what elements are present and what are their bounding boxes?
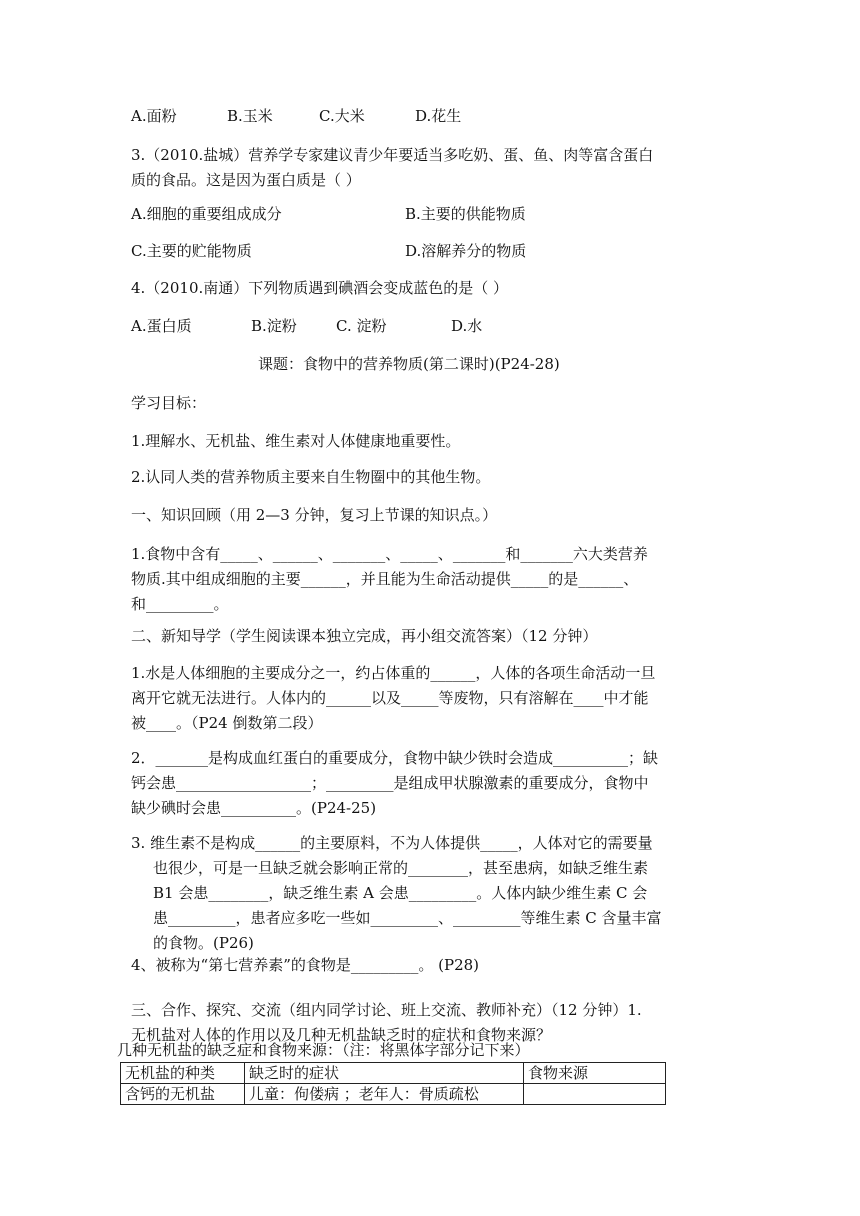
objectives-heading: 学习目标： xyxy=(131,394,207,412)
q2-option-d: D.花生 xyxy=(415,107,462,125)
q2-option-a: A.面粉 xyxy=(131,107,177,125)
table-header-symptoms: 缺乏时的症状 xyxy=(245,1063,524,1084)
q3-option-c: C.主要的贮能物质 xyxy=(131,242,252,260)
table-row xyxy=(121,1084,666,1105)
table-cell-symptoms: 儿童：佝偻病 ；老年人：骨质疏松 xyxy=(245,1084,524,1105)
section2-p3-line-2: 也很少，可是一旦缺乏就会影响正常的________，甚至患病，如缺乏维生素 xyxy=(153,859,649,877)
q3-line-2: 质的食品。这是因为蛋白质是（ ） xyxy=(131,171,361,189)
q3-option-b: B.主要的供能物质 xyxy=(405,205,526,223)
section2-p1-line-3: 被____。（P24 倒数第二段） xyxy=(131,714,323,732)
objective-2: 2.认同人类的营养物质主要来自生物圈中的其他生物。 xyxy=(131,468,491,486)
q3-line-1: 3.（2010.盐城）营养学专家建议青少年要适当多吃奶、蛋、鱼、肉等富含蛋白 xyxy=(131,146,654,164)
section2-p3-line-4: 患_________，患者应多吃一些如_________、_________等维生素 C 含量丰富 xyxy=(153,909,662,927)
q2-option-b: B.玉米 xyxy=(227,107,273,125)
q3-option-d: D.溶解养分的物质 xyxy=(405,242,527,260)
section2-heading: 二、新知导学（学生阅读课本独立完成，再小组交流答案）（12 分钟） xyxy=(131,627,598,645)
q4-options xyxy=(131,316,482,336)
objective-1: 1.理解水、无机盐、维生素对人体健康地重要性。 xyxy=(131,432,461,450)
table-header-sources: 食物来源 xyxy=(524,1063,666,1084)
section2-p3-line-1: 3. 维生素不是构成______的主要原料，不为人体提供_____，人体对它的需要量 xyxy=(131,834,653,852)
section3-line-2: 无机盐对人体的作用以及几种无机盐缺乏时的症状和食物来源？ xyxy=(131,1026,552,1044)
table-header-row xyxy=(121,1063,666,1084)
section2-p1-line-1: 1.水是人体细胞的主要成分之一，约占体重的______，人体的各项生命活动一旦 xyxy=(131,664,656,682)
q4-option-d: D.水 xyxy=(451,317,483,335)
section2-p2-line-1: 2．_______是构成血红蛋白的重要成分，食物中缺少铁时会造成__________；缺 xyxy=(131,749,659,767)
section2-p2-line-2: 钙会患__________________；_________是组成甲状腺激素的重要成分，食物中 xyxy=(131,774,649,792)
section1-line-1: 1.食物中含有_____、______、_______、_____、_______和_______六大类营养 xyxy=(131,545,648,563)
q2-option-c: C.大米 xyxy=(319,107,365,125)
mineral-table xyxy=(120,1062,666,1105)
section2-p3-line-3: B1 会患________，缺乏维生素 A 会患_________。人体内缺少维生素 C 会 xyxy=(153,884,648,902)
table-cell-sources xyxy=(524,1084,666,1105)
section2-p4-line-1: 4、被称为“第七营养素”的食物是_________。 (P28) xyxy=(131,956,480,974)
section2-p1-line-2: 离开它就无法进行。人体内的______以及_____等废物，只有溶解在____中才能 xyxy=(131,689,649,707)
section1-heading: 一、知识回顾（用 2—3 分钟，复习上节课的知识点。） xyxy=(131,506,498,524)
table-header-type: 无机盐的种类 xyxy=(121,1063,245,1084)
q4-option-b: B.淀粉 xyxy=(251,317,297,335)
q2-options xyxy=(131,106,461,126)
section3-line-1: 三、合作、探究、交流（组内同学讨论、班上交流、教师补充）（12 分钟）1. xyxy=(131,1001,642,1019)
q4-option-a: A.蛋白质 xyxy=(131,317,192,335)
section2-p2-line-3: 缺少碘时会患__________。(P24-25) xyxy=(131,799,377,817)
q4-option-c: C. 淀粉 xyxy=(336,317,387,335)
table-cell-type: 含钙的无机盐 xyxy=(121,1084,245,1105)
lesson-title: 课题：食物中的营养物质(第二课时)(P24-28) xyxy=(258,355,560,373)
q4-line-1: 4.（2010.南通）下列物质遇到碘酒会变成蓝色的是（ ） xyxy=(131,279,509,297)
table-caption: 几种无机盐的缺乏症和食物来源：（注：将黑体字部分记下来） xyxy=(117,1041,530,1059)
section2-p3-line-5: 的食物。(P26) xyxy=(153,934,254,952)
section1-line-3: 和_________。 xyxy=(131,595,229,613)
section1-line-2: 物质.其中组成细胞的主要______，并且能为生命活动提供_____的是______、 xyxy=(131,570,639,588)
q3-option-a: A.细胞的重要组成成分 xyxy=(131,205,282,223)
